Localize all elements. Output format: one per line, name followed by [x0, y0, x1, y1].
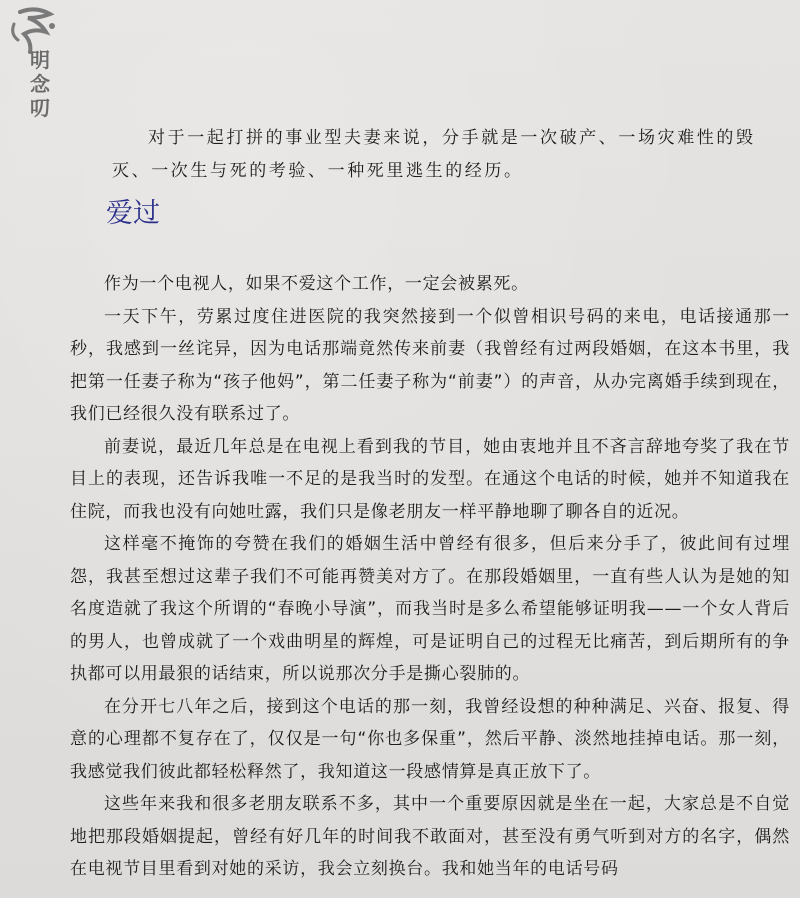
paragraph: 这样毫不掩饰的夸赞在我们的婚姻生活中曾经有很多，但后来分手了，彼此间有过埋怨，我甚至想过这辈子我们不可能再赞美对方了。在那段婚姻里，一直有些人认为是她的知名度造就了我这个所谓的“春晚小导演”，而我当时是多么希望能够证明我——一个女人背后的男人，也曾成就了一个戏曲明星的辉煌，可是证明自己的过程无比痛苦，到后期所有的争执都可以用最狠的话结束，所以说那次分手是撕心裂肺的。: [70, 534, 790, 684]
paragraph: 作为一个电视人，如果不爱这个工作，一定会被累死。: [104, 274, 529, 294]
intro-quote: 对于一起打拼的事业型夫妻来说，分手就是一次破产、一场灾难性的毁灭、一次生与死的考验、一种死里逃生的经历。: [112, 128, 756, 181]
book-logo: [6, 4, 66, 120]
body-text: [70, 268, 790, 886]
paragraph: 前妻说，最近几年总是在电视上看到我的节目，她由衷地并且不吝言辞地夸奖了我在节目上的表现，还告诉我唯一不足的是我当时的发型。在通这个电话的时候，她并不知道我在住院，而我也没有向她吐露，我们只是像老朋友一样平静地聊了聊各自的近况。: [70, 436, 790, 522]
logo-text-bottom: 叨: [30, 96, 50, 120]
logo-text-top: 明念: [30, 48, 50, 96]
paragraph: 在分开七八年之后，接到这个电话的那一刻，我曾经设想的种种满足、兴奋、报复、得意的心理都不复存在了，仅仅是一句“你也多保重”，然后平静、淡然地挂掉电话。那一刻，我感觉我们彼此都轻松释然了，我知道这一段感情算是真正放下了。: [70, 696, 790, 782]
paragraph: 一天下午，劳累过度住进医院的我突然接到一个似曾相识号码的来电，电话接通那一秒，我感到一丝诧异，因为电话那端竟然传来前妻（我曾经有过两段婚姻，在这本书里，我把第一任妻子称为“孩子他妈”，第二任妻子称为“前妻”）的声音，从办完离婚手续到现在，我们已经很久没有联系过了。: [70, 306, 790, 424]
paragraph: 这些年来我和很多老朋友联系不多，其中一个重要原因就是坐在一起，大家总是不自觉地把那段婚姻提起，曾经有好几年的时间我不敢面对，甚至没有勇气听到对方的名字，偶然在电视节目里看到对她的采访，我会立刻换台。我和她当年的电话号码: [70, 794, 790, 879]
section-heading: 爱过: [106, 198, 160, 229]
logo-text: [30, 48, 52, 120]
